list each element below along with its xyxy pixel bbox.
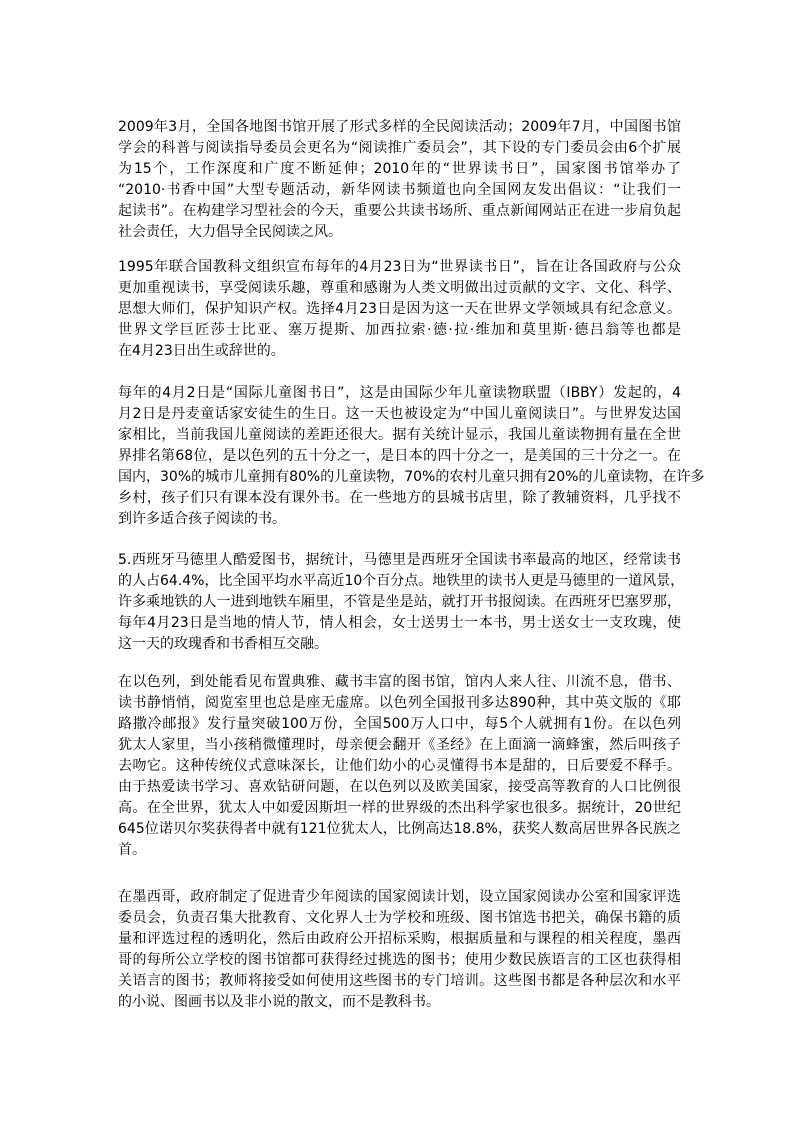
text-line: 路撒冷邮报》发行量突破100万份，全国500万人口中，每5个人就拥有1份。在以色列 [118,716,681,732]
text-line: 的人占64.4%，比全国平均水平高近10个百分点。地铁里的读书人更是马德里的一道风景， [118,573,685,589]
text-line: 645位诺贝尔奖获得者中就有121位犹太人，比例高达18.8%，获奖人数高居世界各民族之 [118,821,681,837]
text-line: 世界文学巨匠莎士比亚、塞万提斯、加西拉索·德·拉·维加和莫里斯·德吕翁等也都是 [118,322,681,338]
paragraph [118,887,681,1013]
paragraph [118,550,685,655]
text-line: 每年的4月2日是“国际儿童图书日”，这是由国际少年儿童读物联盟（IBBY）发起的，4 [118,385,681,401]
text-line: 首。 [118,842,146,858]
text-line: 委员会，负责召集大批教育、文化界人士为学校和班级、图书馆选书把关，确保书籍的质 [118,910,681,926]
text-line: 5.西班牙马德里人酷爱图书，据统计，马德里是西班牙全国读书率最高的地区，经常读书 [118,552,681,568]
paragraph [118,117,681,243]
text-line: 由于热爱读书学习、喜欢钻研问题，在以色列以及欧美国家，接受高等教育的人口比例很 [118,779,681,795]
text-line: 社会责任，大力倡导全民阅读之风。 [118,224,342,240]
text-line: 乡村，孩子们只有课本没有课外书。在一些地方的县城书店里，除了教辅资料，几乎找不 [118,490,681,506]
text-line: 在以色列，到处能看见布置典雅、藏书丰富的图书馆，馆内人来人往、川流不息，借书、 [118,674,681,690]
text-line: 读书静悄悄，阅览室里也总是座无虚席。以色列全国报刊多达890种，其中英文版的《耶 [118,695,681,711]
text-line: 在墨西哥，政府制定了促进青少年阅读的国家阅读计划，设立国家阅读办公室和国家评选 [118,889,681,905]
text-line: 量和评选过程的透明化，然后由政府公开招标采购，根据质量和与课程的相关程度，墨西 [118,931,681,947]
text-line: 为15个，工作深度和广度不断延伸；2010年的“世界读书日”，国家图书馆举办了 [118,161,681,177]
paragraph [118,383,705,530]
text-line: 高。在全世界，犹太人中如爱因斯坦一样的世界级的杰出科学家也很多。据统计，20世纪 [118,800,681,816]
text-line: 到许多适合孩子阅读的书。 [118,511,286,527]
text-line: 去吻它。这种传统仪式意味深长，让他们幼小的心灵懂得书本是甜的，日后要爱不释手。 [118,758,681,774]
text-line: 2009年3月，全国各地图书馆开展了形式多样的全民阅读活动；2009年7月，中国图书馆 [118,119,681,135]
text-line: 哥的每所公立学校的图书馆都可获得经过挑选的图书；使用少数民族语言的工区也获得相 [118,952,681,968]
text-line: “2010·书香中国”大型专题活动，新华网读书频道也向全国网友发出倡议：“让我们一 [118,182,681,198]
text-line: 月2日是丹麦童话家安徒生的生日。这一天也被设定为“中国儿童阅读日”。与世界发达国 [118,406,681,422]
text-line: 学会的科普与阅读指导委员会更名为“阅读推广委员会”，其下设的专门委员会由6个扩展 [118,140,681,156]
text-line: 关语言的图书；教师将接受如何使用这些图书的专门培训。这些图书都是各种层次和水平 [118,973,681,989]
text-line: 许多乘地铁的人一进到地铁车厢里，不管是坐是站，就打开书报阅读。在西班牙巴塞罗那， [118,594,681,610]
text-line: 在4月23日出生或辞世的。 [118,343,285,359]
text-line: 界排名第68位，是以色列的五十分之一，是日本的四十分之一，是美国的三十分之一。在 [118,448,681,464]
text-line: 家相比，当前我国儿童阅读的差距还很大。据有关统计显示，我国儿童读物拥有量在全世 [118,427,681,443]
paragraph [118,257,681,362]
text-line: 的小说、图画书以及非小说的散文，而不是教科书。 [118,994,440,1010]
text-line: 每年4月23日是当地的情人节，情人相会，女士送男士一本书，男士送女士一支玫瑰，使 [118,615,681,631]
text-line: 起读书”。在构建学习型社会的今天，重要公共读书场所、重点新闻网站正在进一步肩负起 [118,203,681,219]
paragraph [118,672,681,861]
text-line: 这一天的玫瑰香和书香相互交融。 [118,636,328,652]
text-line: 犹太人家里，当小孩稍微懂理时，母亲便会翻开《圣经》在上面滴一滴蜂蜜，然后叫孩子 [118,737,681,753]
text-line: 思想大师们，保护知识产权。选择4月23日是因为这一天在世界文学领域具有纪念意义。 [118,301,681,317]
text-line: 1995年联合国教科文组织宣布每年的4月23日为“世界读书日”，旨在让各国政府与公众 [118,259,681,275]
text-line: 更加重视读书，享受阅读乐趣，尊重和感谢为人类文明做出过贡献的文字、文化、科学、 [118,280,681,296]
text-line: 国内，30%的城市儿童拥有80%的儿童读物，70%的农村儿童只拥有20%的儿童读物，在许多 [118,469,705,485]
